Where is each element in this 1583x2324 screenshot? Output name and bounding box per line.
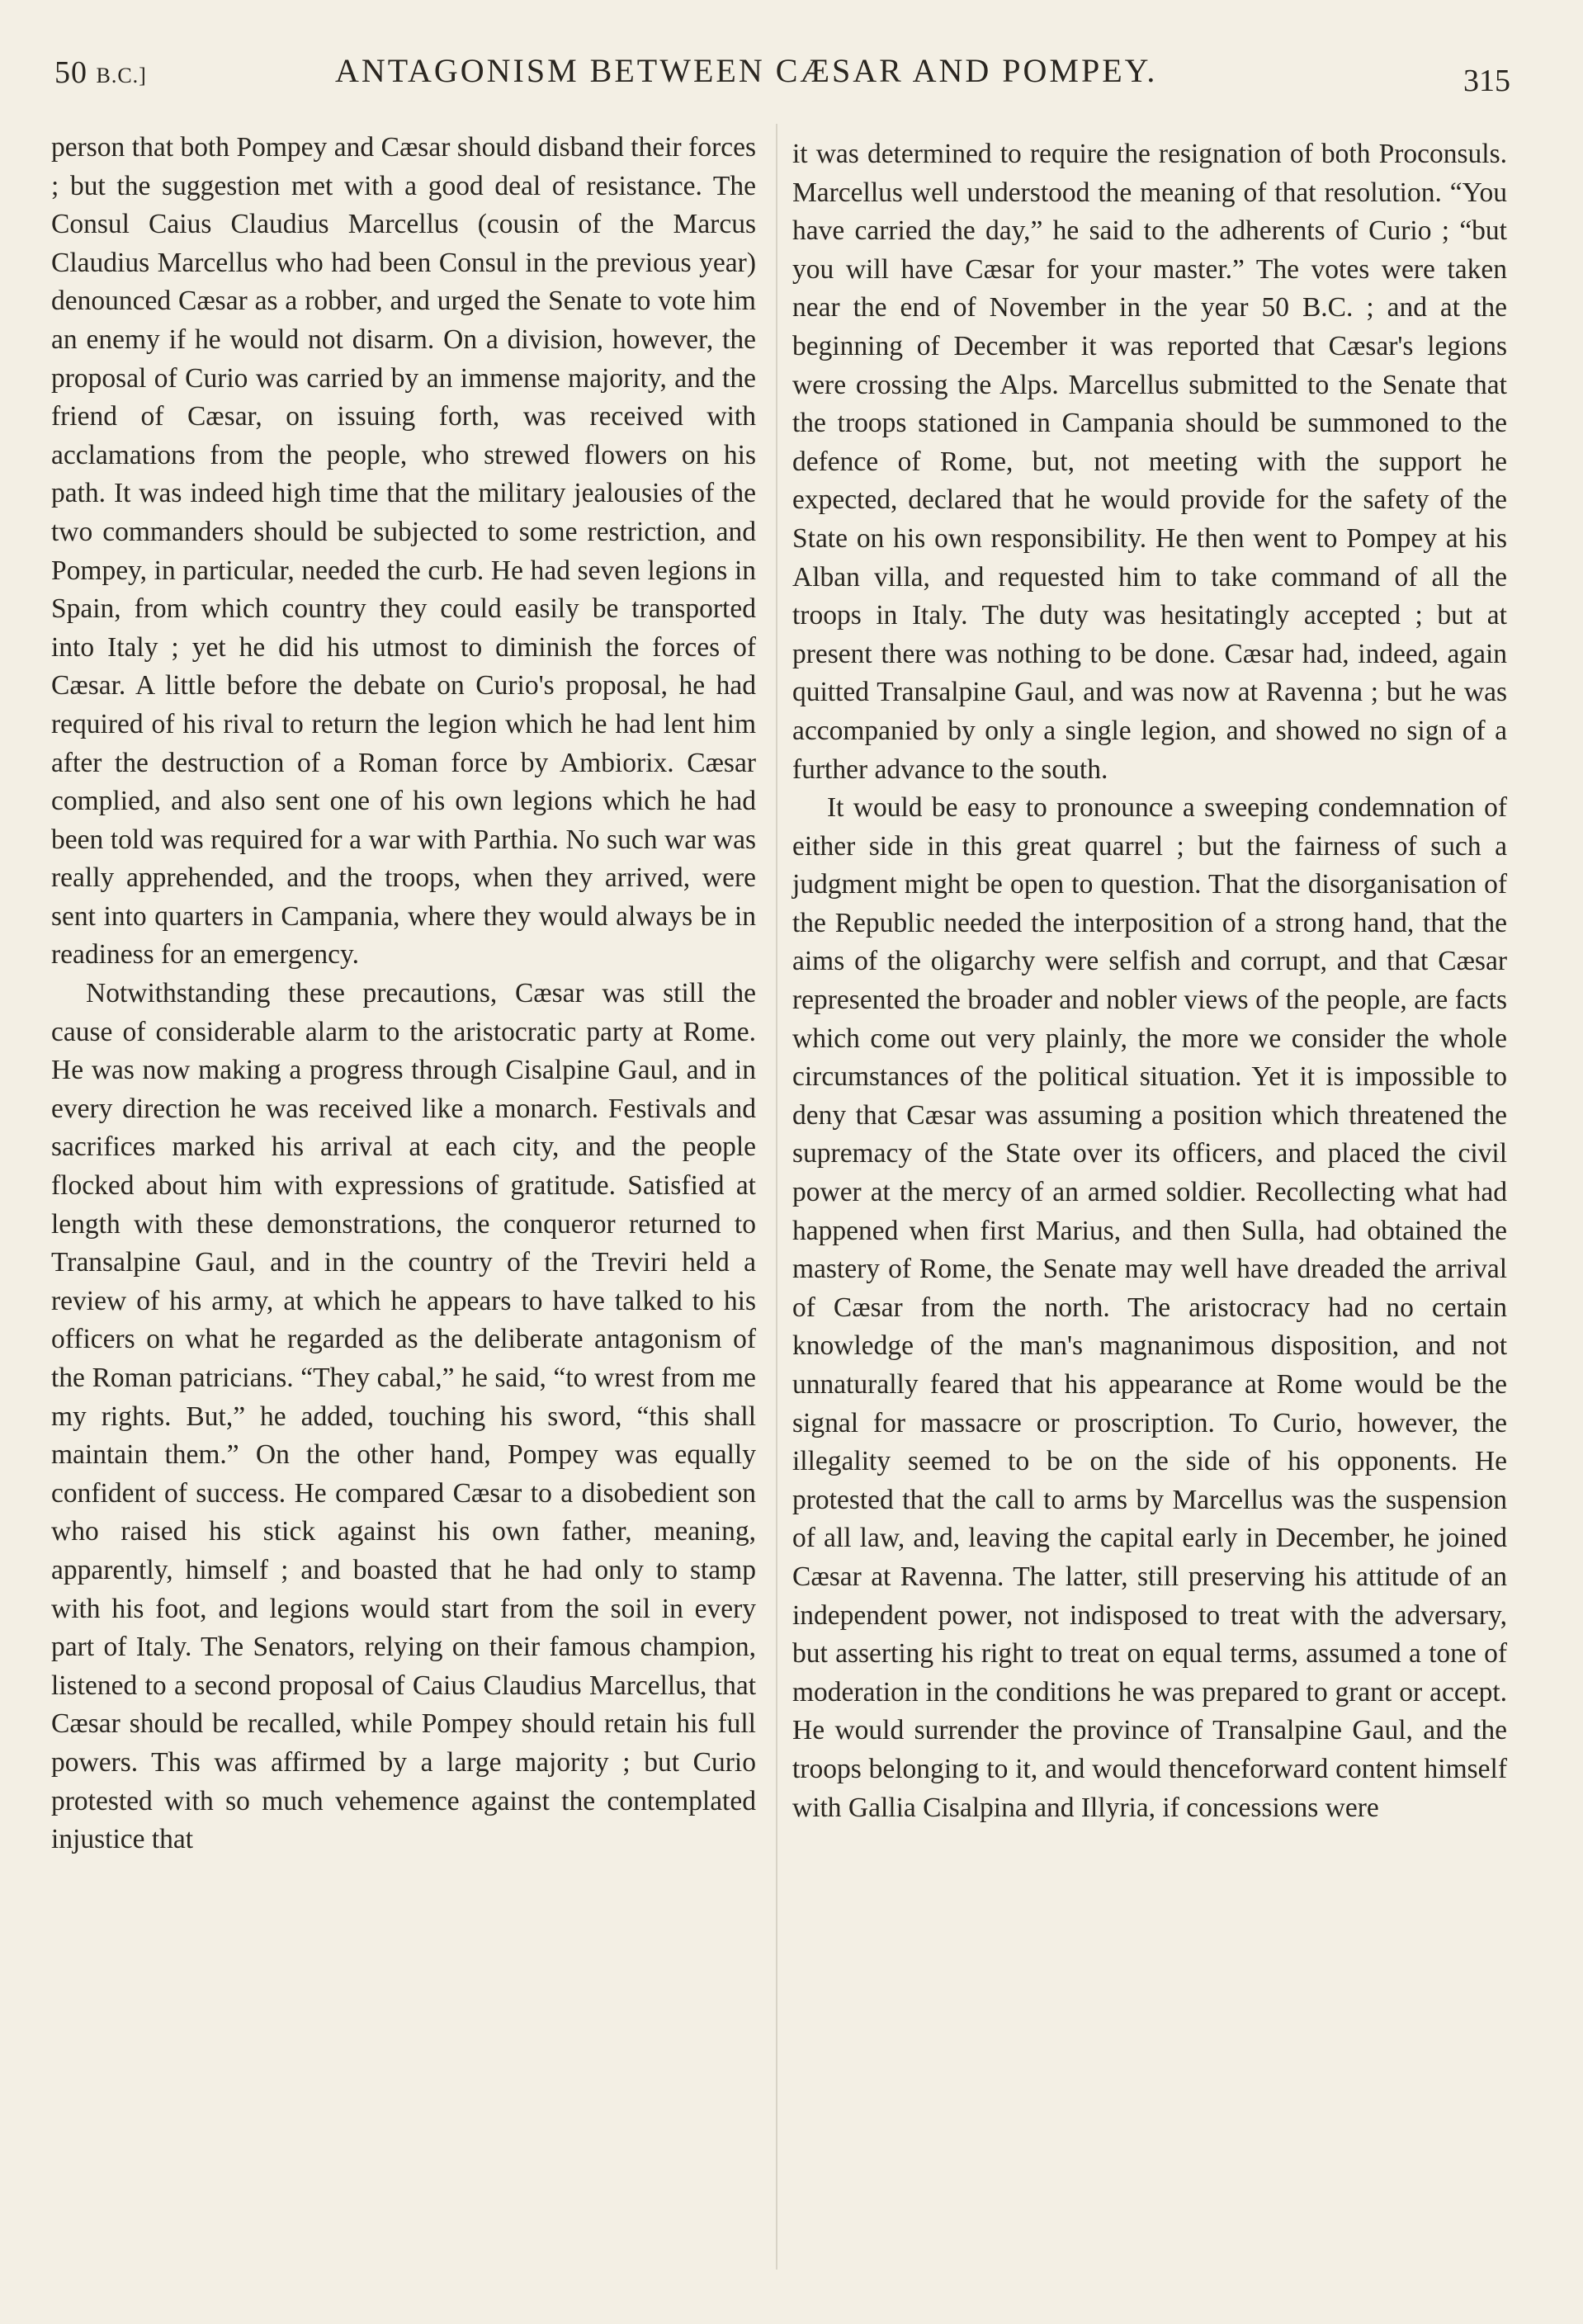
paragraph: Notwithstanding these precautions, Cæsar was still the cause of considerable alarm to the aristocratic party at Rome. He was now making a progress through Cisalpine Gaul, and in every direction he was received like a monarch. Festivals and sacrifices marked his arrival at each city, and the people flocked about him with expressions of gratitude. Satisfied at length with these demonstrations, the conqueror returned to Transalpine Gaul, and in the country of the Treviri held a review of his army, at which he appears to have talked to his officers on what he regarded as the deliberate antagonism of the Roman patricians. “They cabal,” he said, “to wrest from me my rights. But,” he added, touching his sword, “this shall maintain them.” On the other hand, Pompey was equally confident of success. He compared Cæsar to a disobedient son who raised his stick against his own father, meaning, apparently, himself ; and boasted that he had only to stamp with his foot, and legions would start from the soil in every part of Italy. The Senators, relying on their famous champion, listened to a second proposal of Caius Claudius Marcellus, that Cæsar should be recalled, while Pompey should retain his full powers. This was affirmed by a large majority ; but Curio protested with so much vehemence against the contemplated injustice that [51, 978, 756, 1855]
header-title: ANTAGONISM BETWEEN CÆSAR AND POMPEY. [335, 52, 1158, 89]
page-number: 315 [1463, 64, 1510, 98]
left-column [51, 129, 756, 1859]
column-divider [776, 124, 777, 2270]
running-head [54, 51, 1510, 101]
header-era: B.C.] [96, 64, 147, 87]
header-date: 50 B.C.] [54, 55, 147, 90]
paragraph: it was determined to require the resignation of both Proconsuls. Marcellus well understood the meaning of that resolution. “You have carried the day,” he said to the adherents of Curio ; “but you will have Cæsar for your master.” The votes were taken near the end of November in the year 50 B.C. ; and at the beginning of December it was reported that Cæsar's legions were crossing the Alps. Marcellus submitted to the Senate that the troops stationed in Campania should be summoned to the defence of Rome, but, not meeting with the support he expected, declared that he would provide for the safety of the State on his own responsibility. He then went to Pompey at his Alban villa, and requested him to take command of all the troops in Italy. The duty was hesitatingly accepted ; but at present there was nothing to be done. Cæsar had, indeed, again quitted Transalpine Gaul, and was now at Ravenna ; but he was accompanied by only a single legion, and showed no sign of a further advance to the south. [792, 139, 1507, 785]
right-column [792, 135, 1507, 1827]
paragraph: It would be easy to pronounce a sweeping condemnation of either side in this great quarrel ; but the fairness of such a judgment might be open to question. That the disorganisation of the Republic needed the interposition of a strong hand, that the aims of the oligarchy were selfish and corrupt, and that Cæsar represented the broader and nobler views of the people, are facts which come out very plainly, the more we consider the whole circumstances of the political situation. Yet it is impossible to deny that Cæsar was assuming a position which threatened the supremacy of the State over its officers, and placed the civil power at the mercy of an armed soldier. Recollecting what had happened when first Marius, and then Sulla, had obtained the mastery of Rome, the Senate may well have dreaded the arrival of Cæsar from the north. The aristocracy had no certain knowledge of the man's magnanimous disposition, and not unnaturally feared that his appearance at Rome would be the signal for massacre or proscription. To Curio, however, the illegality seemed to be on the side of his opponents. He protested that the call to arms by Marcellus was the suspension of all law, and, leaving the capital early in December, he joined Cæsar at Ravenna. The latter, still preserving his attitude of an independent power, not indisposed to treat with the adversary, but asserting his right to treat on equal terms, assumed a tone of moderation in the conditions he was prepared to grant or accept. He would surrender the province of Transalpine Gaul, and the troops belonging to it, and would thenceforward content himself with Gallia Cisalpina and Illyria, if concessions were [792, 792, 1507, 1823]
paragraph: person that both Pompey and Cæsar should disband their forces ; but the suggestion met with a good deal of resistance. The Consul Caius Claudius Marcellus (cousin of the Marcus Claudius Marcellus who had been Consul in the previous year) denounced Cæsar as a robber, and urged the Senate to vote him an enemy if he would not disarm. On a division, however, the proposal of Curio was carried by an immense majority, and the friend of Cæsar, on issuing forth, was received with acclamations from the people, who strewed flowers on his path. It was indeed high time that the military jealousies of the two commanders should be subjected to some restriction, and Pompey, in particular, needed the curb. He had seven legions in Spain, from which country they could easily be transported into Italy ; yet he did his utmost to diminish the forces of Cæsar. A little before the debate on Curio's proposal, he had required of his rival to return the legion which he had lent him after the destruction of a Roman force by Ambiorix. Cæsar complied, and also sent one of his own legions which he had been told was required for a war with Parthia. No such war was really apprehended, and the troops, when they arrived, were sent into quarters in Campania, where they would always be in readiness for an emergency. [51, 132, 756, 971]
